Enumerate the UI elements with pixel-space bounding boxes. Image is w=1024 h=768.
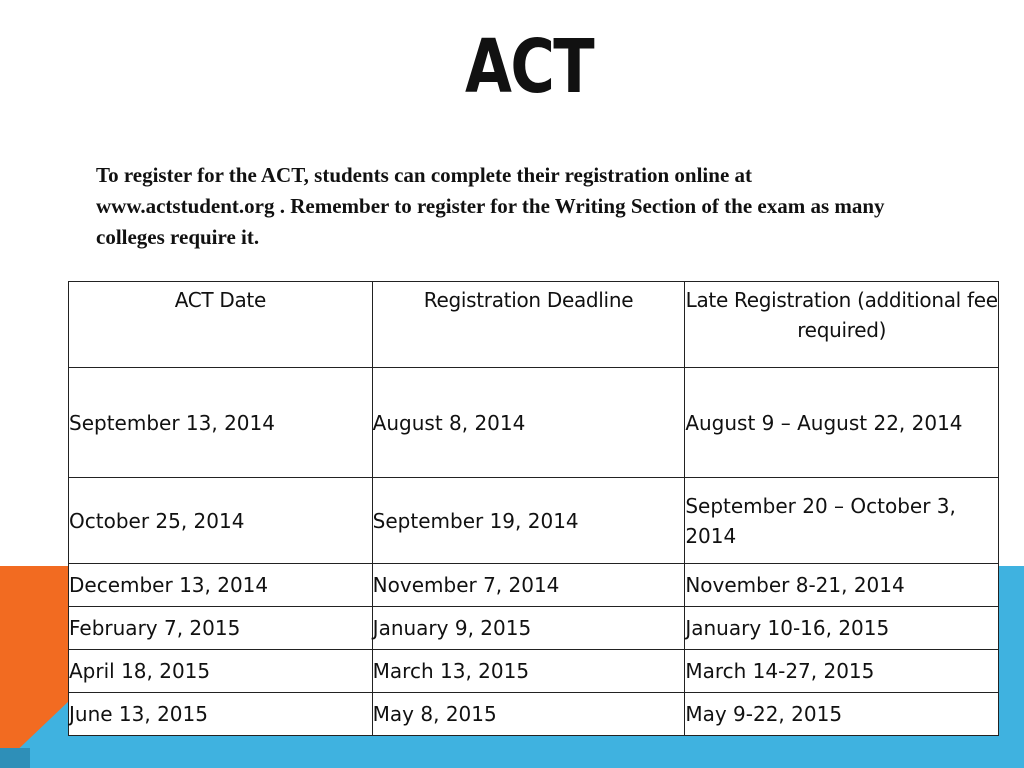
- cell-late-registration: November 8-21, 2014: [685, 564, 999, 607]
- table-header-row: [69, 282, 999, 368]
- cell-late-registration: May 9-22, 2015: [685, 693, 999, 736]
- intro-paragraph: To register for the ACT, students can complete their registration online at www.actstudent.org . Remember to register for the Writing Section of the exam as many colleges require it.: [96, 163, 885, 249]
- cell-late-registration: August 9 – August 22, 2014: [685, 368, 999, 478]
- table-row: [69, 564, 999, 607]
- act-schedule-table: [68, 281, 999, 736]
- cell-act-date: December 13, 2014: [69, 564, 373, 607]
- cell-late-registration: January 10-16, 2015: [685, 607, 999, 650]
- table-row: [69, 368, 999, 478]
- cell-act-date: April 18, 2015: [69, 650, 373, 693]
- cell-registration-deadline: May 8, 2015: [372, 693, 685, 736]
- cell-act-date: October 25, 2014: [69, 478, 373, 564]
- cell-late-registration: March 14-27, 2015: [685, 650, 999, 693]
- cell-act-date: June 13, 2015: [69, 693, 373, 736]
- table-row: [69, 693, 999, 736]
- header-late-registration: Late Registration (additional fee required): [685, 282, 999, 368]
- decorative-blue-band-bottom: [60, 734, 1024, 768]
- cell-registration-deadline: September 19, 2014: [372, 478, 685, 564]
- cell-registration-deadline: March 13, 2015: [372, 650, 685, 693]
- cell-late-registration: September 20 – October 3, 2014: [685, 478, 999, 564]
- table-row: [69, 650, 999, 693]
- table-row: [69, 478, 999, 564]
- cell-act-date: September 13, 2014: [69, 368, 373, 478]
- cell-registration-deadline: August 8, 2014: [372, 368, 685, 478]
- table-row: [69, 607, 999, 650]
- cell-act-date: February 7, 2015: [69, 607, 373, 650]
- decorative-teal-corner: [0, 748, 30, 768]
- cell-registration-deadline: November 7, 2014: [372, 564, 685, 607]
- header-act-date: ACT Date: [69, 282, 373, 368]
- cell-registration-deadline: January 9, 2015: [372, 607, 685, 650]
- slide-title: ACT: [465, 24, 593, 110]
- header-registration-deadline: Registration Deadline: [372, 282, 685, 368]
